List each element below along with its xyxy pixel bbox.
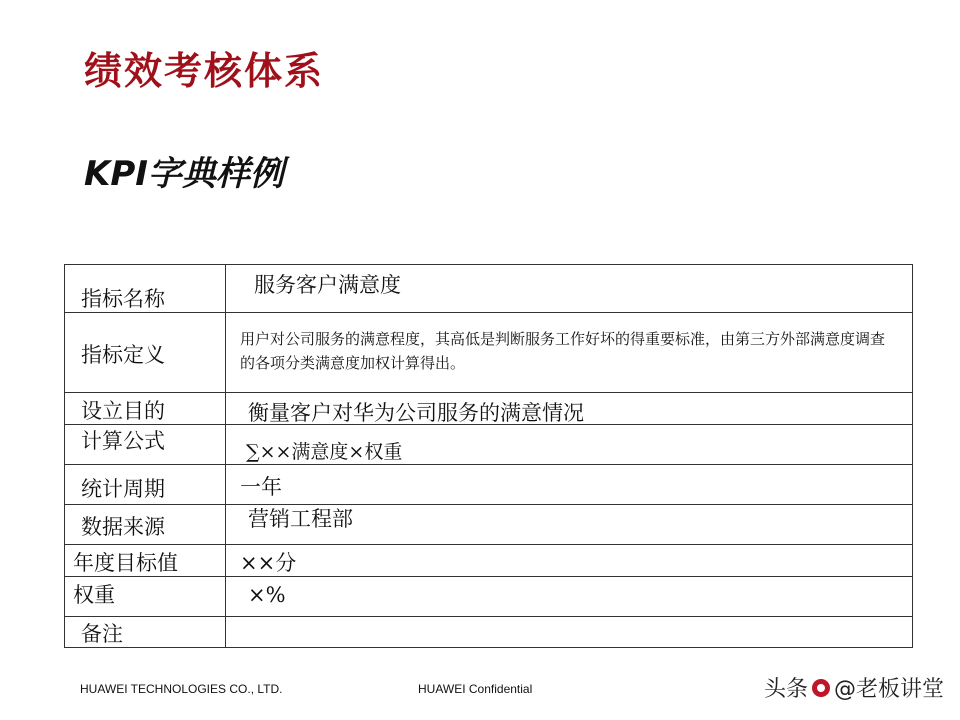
row-value-cell — [226, 577, 913, 617]
row-value: ××分 — [240, 551, 297, 575]
table-row — [65, 505, 913, 545]
row-value: 用户对公司服务的满意程度，其高低是判断服务工作好坏的得重要标准，由第三方外部满意度调查的各项分类满意度加权计算得出。 — [240, 330, 886, 372]
row-label: 指标定义 — [81, 343, 165, 367]
row-label: 数据来源 — [81, 515, 165, 539]
row-value: 服务客户满意度 — [254, 273, 401, 297]
row-value-cell — [226, 505, 913, 545]
row-value: 一年 — [240, 475, 282, 499]
row-label: 统计周期 — [81, 477, 165, 501]
row-label-cell — [65, 545, 226, 577]
row-label-cell — [65, 465, 226, 505]
table-row — [65, 577, 913, 617]
row-label-cell — [65, 505, 226, 545]
row-label-cell — [65, 617, 226, 648]
table-row — [65, 465, 913, 505]
watermark-right: @老板讲堂 — [834, 677, 945, 702]
watermark — [764, 672, 944, 703]
watermark-left: 头条 — [764, 677, 809, 702]
row-label: 指标名称 — [81, 287, 165, 311]
footer-confidential: HUAWEI Confidential — [418, 682, 533, 696]
page-subtitle: KPI字典样例 — [84, 154, 284, 194]
row-value: ∑××满意度×权重 — [246, 441, 403, 463]
row-label: 年度目标值 — [73, 551, 178, 575]
row-label-cell — [65, 425, 226, 465]
table-row — [65, 617, 913, 648]
row-label-cell — [65, 313, 226, 393]
row-value: 营销工程部 — [248, 507, 353, 531]
row-label: 设立目的 — [81, 399, 165, 423]
row-label-cell — [65, 265, 226, 313]
table-row — [65, 393, 913, 425]
footer-company: HUAWEI TECHNOLOGIES CO., LTD. — [80, 682, 283, 696]
row-value-cell — [226, 465, 913, 505]
table-row — [65, 313, 913, 393]
row-value-cell — [226, 545, 913, 577]
row-value: 衡量客户对华为公司服务的满意情况 — [248, 401, 584, 425]
table-row — [65, 265, 913, 313]
kpi-dictionary-table — [64, 264, 913, 648]
row-value-cell — [226, 425, 913, 465]
row-label-cell — [65, 393, 226, 425]
table-row — [65, 545, 913, 577]
row-label: 备注 — [81, 622, 123, 646]
row-value-cell — [226, 265, 913, 313]
watermark-logo-icon — [812, 679, 830, 697]
row-value-cell — [226, 393, 913, 425]
page-title: 绩效考核体系 — [84, 49, 325, 93]
row-value-cell — [226, 617, 913, 648]
row-label: 计算公式 — [81, 429, 165, 453]
row-label: 权重 — [73, 583, 115, 607]
row-label-cell — [65, 577, 226, 617]
table-row — [65, 425, 913, 465]
row-value-cell — [226, 313, 913, 393]
row-value: ×% — [248, 583, 286, 607]
